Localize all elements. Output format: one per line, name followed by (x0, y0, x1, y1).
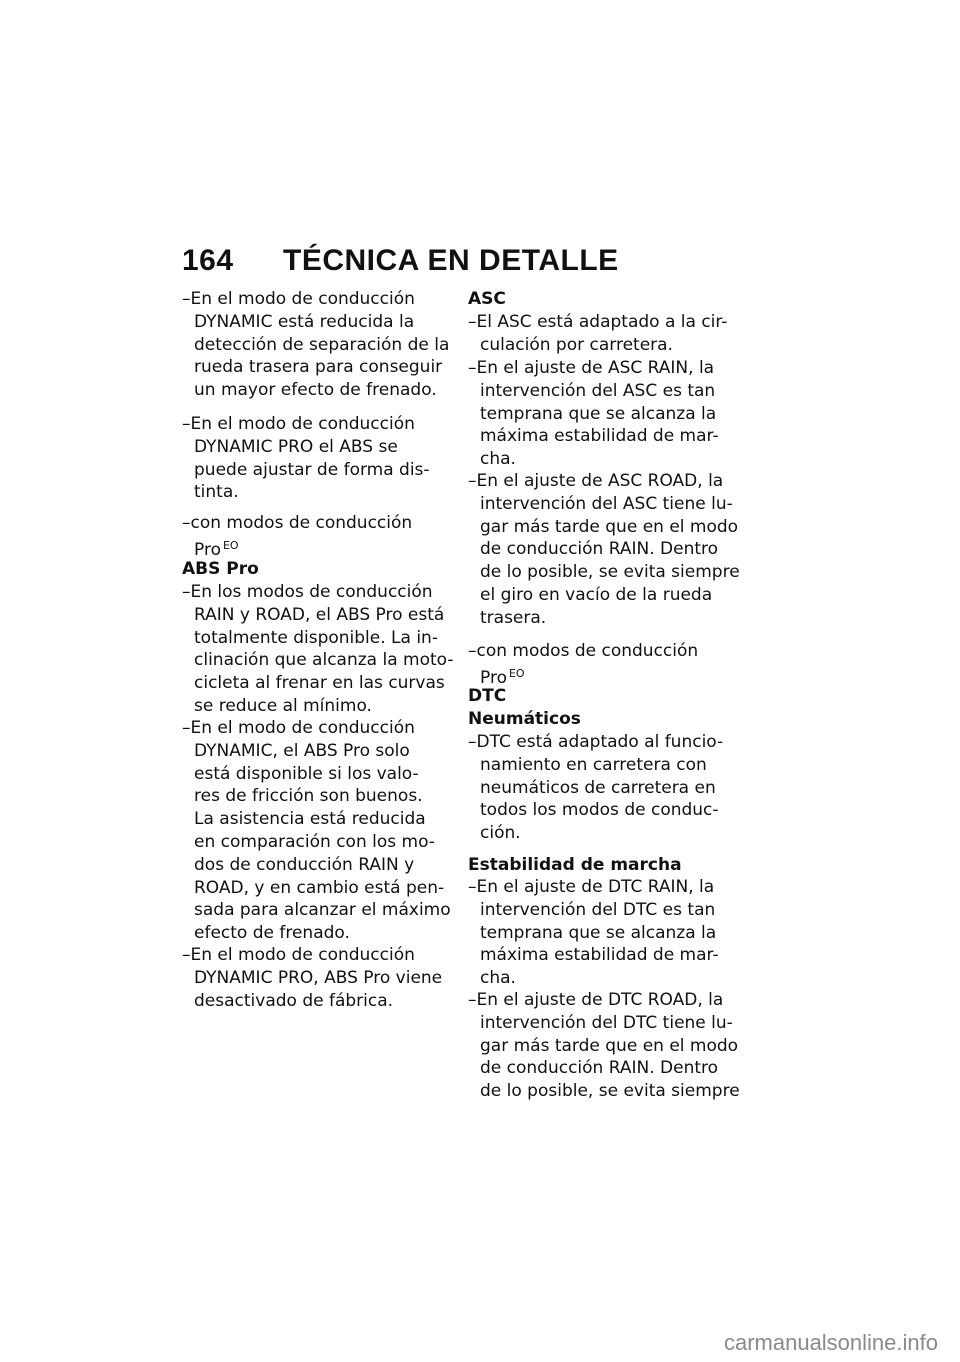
list-item (182, 581, 454, 718)
text-line: –En el ajuste de DTC RAIN, la (468, 877, 715, 897)
text-line: ROAD, y en cambio está pen- (194, 877, 445, 898)
text-line: el giro en vacío de la rueda (480, 584, 713, 605)
list-item (468, 311, 727, 357)
text-line: culación por carretera. (480, 334, 673, 355)
text-line: intervención del DTC tiene lu- (480, 1012, 733, 1033)
text-line: Neumáticos (468, 709, 581, 729)
text-line: clinación que alcanza la moto- (194, 650, 454, 671)
list-item (182, 512, 412, 562)
list-item (182, 288, 449, 402)
text-line: DYNAMIC, el ABS Pro solo (194, 740, 410, 761)
text-line: sada para alcanzar el máximo (194, 900, 451, 921)
text-line: dos de conducción RAIN y (194, 854, 415, 875)
section-heading (468, 685, 506, 708)
superscript-note: EO (508, 666, 525, 680)
text-line: un mayor efecto de frenado. (194, 380, 437, 401)
text-line: en comparación con los mo- (194, 831, 435, 852)
text-line: intervención del DTC es tan (480, 899, 716, 920)
text-line: efecto de frenado. (194, 923, 350, 944)
text-line: temprana que se alcanza la (480, 922, 717, 943)
text-line: ción. (480, 823, 521, 844)
text-line: RAIN y ROAD, el ABS Pro está (194, 604, 445, 625)
text-line: ASC (468, 289, 506, 309)
text-line: –En el modo de conducción (182, 414, 415, 434)
text-line: cha. (480, 968, 516, 989)
text-line: –En el modo de conducción (182, 289, 415, 309)
page-number: 164 (182, 244, 234, 277)
text-line: Pro $^{EO}$ (480, 666, 525, 688)
list-item (468, 876, 719, 990)
text-line: –En el modo de conducción (182, 718, 415, 738)
text-line: puede ajustar de forma dis- (194, 459, 430, 480)
text-line: de conducción RAIN. Dentro (480, 539, 719, 560)
text-line: Estabilidad de marcha (468, 855, 682, 875)
text-line: máxima estabilidad de mar- (480, 426, 719, 447)
text-line: neumáticos de carretera en (480, 777, 716, 798)
page-title: TÉCNICA EN DETALLE (283, 244, 619, 277)
list-item (468, 357, 719, 471)
text-line: DYNAMIC PRO el ABS se (194, 436, 398, 457)
list-item (468, 640, 698, 690)
text-line: gar más tarde que en el modo (480, 1035, 739, 1056)
superscript-note: EO (222, 538, 239, 552)
list-item (182, 944, 442, 1012)
text-line: –En el modo de conducción (182, 945, 415, 965)
text-line: cicleta al frenar en las curvas (194, 673, 445, 694)
text-line: La asistencia está reducida (194, 809, 426, 830)
text-line: Pro $^{EO}$ (194, 538, 239, 560)
text-line: DYNAMIC está reducida la (194, 311, 415, 332)
text-line: de lo posible, se evita siempre (480, 562, 740, 583)
text-line: de lo posible, se evita siempre (480, 1081, 740, 1102)
section-heading (468, 288, 506, 311)
text-line: se reduce al mínimo. (194, 695, 372, 716)
text-line: –con modos de conducción (468, 641, 699, 661)
list-item (468, 470, 740, 630)
text-line: –En el ajuste de ASC RAIN, la (468, 358, 715, 378)
text-line: máxima estabilidad de mar- (480, 945, 719, 966)
text-line: desactivado de fábrica. (194, 990, 394, 1011)
text-line: –El ASC está adaptado a la cir- (468, 312, 728, 332)
text-line: totalmente disponible. La in- (194, 627, 438, 648)
text-line: temprana que se alcanza la (480, 403, 717, 424)
text-line: de conducción RAIN. Dentro (480, 1058, 719, 1079)
text-line: detección de separación de la (194, 334, 450, 355)
list-item (468, 989, 740, 1103)
text-line: cha. (480, 449, 516, 470)
text-line: ABS Pro (182, 559, 259, 579)
text-line: DYNAMIC PRO, ABS Pro viene (194, 967, 443, 988)
text-line: todos los modos de conduc- (480, 800, 719, 821)
list-item (468, 731, 723, 845)
text-line: intervención del ASC tiene lu- (480, 493, 733, 514)
text-line: –En el ajuste de ASC ROAD, la (468, 471, 724, 491)
text-line: –En los modos de conducción (182, 582, 433, 602)
text-line: está disponible si los valo- (194, 763, 419, 784)
text-line: res de fricción son buenos. (194, 786, 423, 807)
section-heading (468, 854, 682, 877)
text-line: intervención del ASC es tan (480, 380, 716, 401)
text-line: rueda trasera para conseguir (194, 357, 443, 378)
section-heading (468, 708, 581, 731)
text-line: tinta. (194, 482, 239, 503)
text-line: trasera. (480, 607, 547, 628)
section-heading (182, 558, 259, 581)
text-line: namiento en carretera con (480, 754, 707, 775)
text-line: –En el ajuste de DTC ROAD, la (468, 990, 724, 1010)
watermark: carmanualsonline.info (723, 1330, 938, 1355)
list-item (182, 413, 430, 504)
text-line: –DTC está adaptado al funcio- (468, 732, 724, 752)
text-line: DTC (468, 686, 507, 706)
text-line: –con modos de conducción (182, 513, 413, 533)
text-line: gar más tarde que en el modo (480, 516, 739, 537)
list-item (182, 717, 451, 945)
